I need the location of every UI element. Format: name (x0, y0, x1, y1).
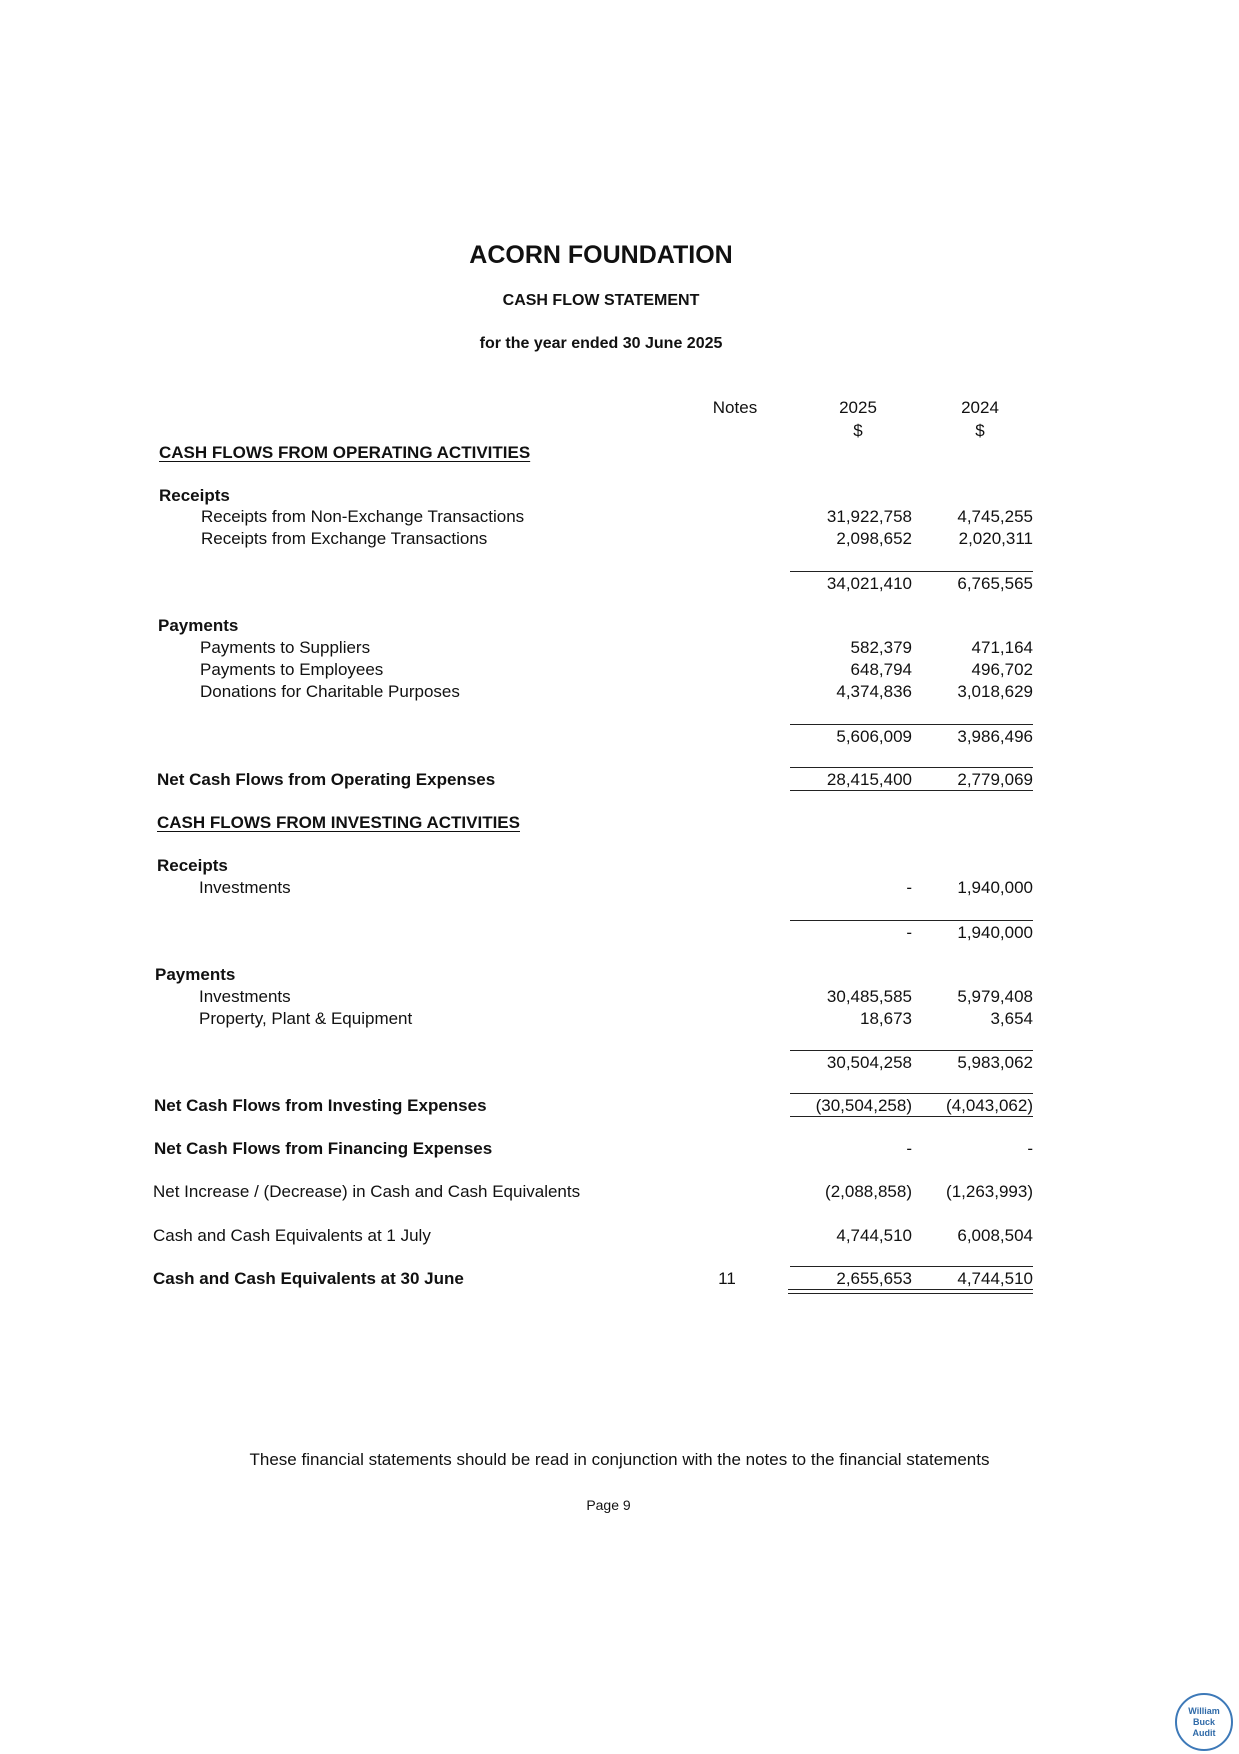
auditor-stamp (1175, 1693, 1233, 1751)
operating-payments-total-2025: 5,606,009 (836, 727, 912, 746)
line-item-value-2024: 5,979,408 (957, 987, 1033, 1006)
line-item-value-2025: 582,379 (850, 638, 912, 657)
opening-cash-2024: 6,008,504 (957, 1226, 1033, 1245)
subtotal-rule (790, 920, 1033, 921)
currency-2025-header: $ (853, 421, 863, 440)
line-item-value-2024: 471,164 (971, 638, 1033, 657)
notes-column-header: Notes (712, 398, 758, 417)
line-item-label: Payments to Employees (200, 660, 384, 679)
line-item-value-2025: 18,673 (860, 1009, 912, 1028)
subtotal-rule (790, 571, 1033, 572)
double-rule-upper (788, 1289, 1033, 1290)
line-item-value-2024: 2,020,311 (958, 529, 1033, 548)
stamp-line: Buck (1192, 1716, 1215, 1727)
period-subtitle: for the year ended 30 June 2025 (479, 335, 723, 352)
net-change-2024: (1,263,993) (946, 1182, 1033, 1201)
total-rule-top (790, 767, 1033, 768)
line-item-label: Investments (199, 987, 291, 1006)
operating-receipts-label: Receipts (159, 486, 230, 505)
line-item-value-2025: 4,374,836 (836, 682, 912, 701)
investing-receipts-total-2024: 1,940,000 (957, 923, 1033, 942)
investing-receipts-total-2025: - (906, 923, 912, 942)
investing-section-heading: CASH FLOWS FROM INVESTING ACTIVITIES (157, 813, 520, 832)
operating-net-2025: 28,415,400 (826, 770, 912, 789)
investing-payments-total-2025: 30,504,258 (826, 1053, 912, 1072)
financing-net-2024: - (1027, 1139, 1033, 1158)
line-item-value-2024: 496,702 (971, 660, 1033, 679)
operating-receipts-total-2024: 6,765,565 (957, 574, 1033, 593)
operating-net-label: Net Cash Flows from Operating Expenses (157, 770, 496, 789)
operating-payments-label: Payments (158, 616, 239, 635)
net-change-label: Net Increase / (Decrease) in Cash and Cash Equivalents (153, 1182, 581, 1201)
operating-section-heading: CASH FLOWS FROM OPERATING ACTIVITIES (159, 443, 531, 462)
currency-2024-header: $ (975, 421, 985, 440)
financing-net-2025: - (906, 1139, 912, 1158)
net-change-2025: (2,088,858) (825, 1182, 912, 1201)
investing-receipts-label: Receipts (157, 856, 228, 875)
investing-net-label: Net Cash Flows from Investing Expenses (154, 1096, 487, 1115)
line-item-value-2025: - (906, 878, 912, 897)
year-2024-header: 2024 (961, 398, 999, 417)
closing-cash-note: 11 (718, 1269, 736, 1288)
closing-cash-label: Cash and Cash Equivalents at 30 June (153, 1269, 464, 1288)
subtotal-rule (790, 1050, 1033, 1051)
investing-payments-total-2024: 5,983,062 (957, 1053, 1033, 1072)
line-item-label: Investments (199, 878, 291, 897)
line-item-label: Receipts from Exchange Transactions (201, 529, 488, 548)
closing-cash-2025: 2,655,653 (836, 1269, 912, 1288)
opening-cash-label: Cash and Cash Equivalents at 1 July (153, 1226, 431, 1245)
line-item-value-2024: 3,018,629 (957, 682, 1033, 701)
operating-payments-total-2024: 3,986,496 (957, 727, 1033, 746)
line-item-value-2024: 4,745,255 (957, 507, 1033, 526)
line-item-value-2025: 648,794 (850, 660, 912, 679)
footer-disclaimer: These financial statements should be read in conjunction with the notes to the financial statements (249, 1450, 990, 1469)
year-2025-header: 2025 (839, 398, 877, 417)
line-item-label: Payments to Suppliers (200, 638, 371, 657)
line-item-label: Receipts from Non-Exchange Transactions (201, 507, 525, 526)
stamp-line: William (1188, 1705, 1220, 1716)
line-item-label: Property, Plant & Equipment (199, 1009, 413, 1028)
double-rule-lower (788, 1293, 1033, 1294)
opening-cash-2025: 4,744,510 (836, 1226, 912, 1245)
line-item-value-2024: 3,654 (990, 1009, 1033, 1028)
closing-cash-2024: 4,744,510 (957, 1269, 1033, 1288)
line-item-label: Donations for Charitable Purposes (200, 682, 460, 701)
organisation-title: ACORN FOUNDATION (469, 241, 733, 269)
total-rule-top (790, 1266, 1033, 1267)
total-rule-bottom (790, 1116, 1033, 1117)
line-item-value-2025: 30,485,585 (826, 987, 912, 1006)
operating-receipts-total-2025: 34,021,410 (826, 574, 912, 593)
total-rule-bottom (790, 790, 1033, 791)
subtotal-rule (790, 724, 1033, 725)
investing-net-2024: (4,043,062) (946, 1096, 1033, 1115)
investing-net-2025: (30,504,258) (815, 1096, 912, 1115)
page-number: Page 9 (586, 1497, 631, 1513)
line-item-value-2025: 31,922,758 (826, 507, 912, 526)
investing-payments-label: Payments (155, 965, 236, 984)
line-item-value-2025: 2,098,652 (836, 529, 912, 548)
financing-net-label: Net Cash Flows from Financing Expenses (154, 1139, 493, 1158)
statement-title: CASH FLOW STATEMENT (502, 292, 700, 309)
total-rule-top (790, 1093, 1033, 1094)
stamp-line: Audit (1192, 1727, 1216, 1738)
operating-net-2024: 2,779,069 (957, 770, 1033, 789)
line-item-value-2024: 1,940,000 (957, 878, 1033, 897)
